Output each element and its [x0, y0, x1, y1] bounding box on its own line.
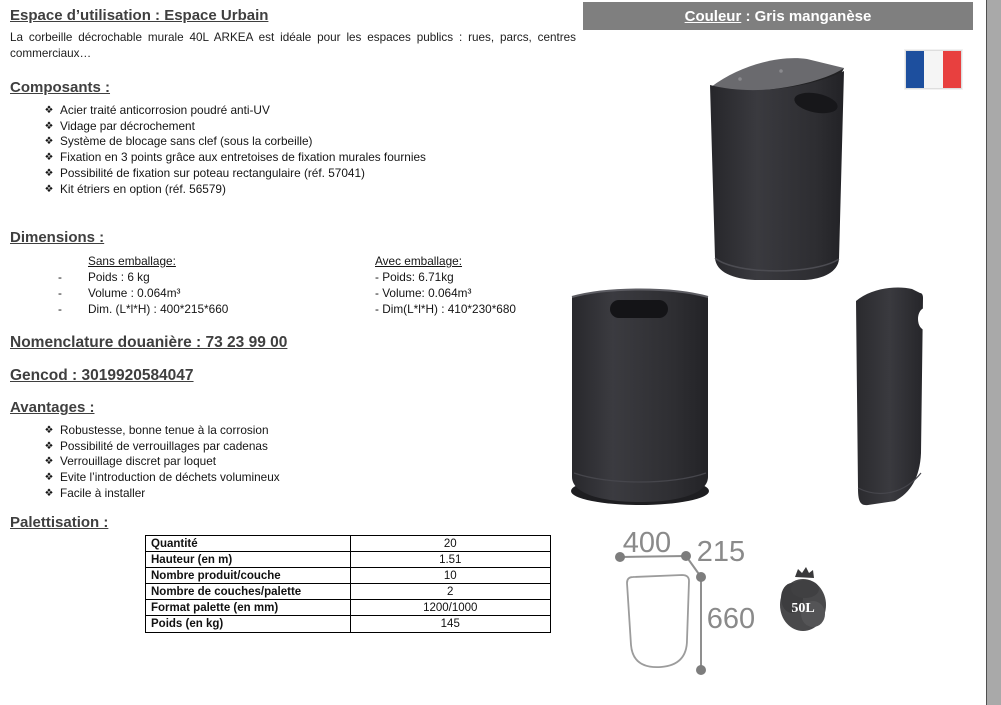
dim-item-label: Volume : 0.064m³ [88, 285, 181, 300]
list-item [38, 166, 568, 182]
list-item [38, 150, 568, 166]
palettisation-heading: Palettisation : [10, 514, 109, 531]
list-item-label: Verrouillage discret par loquet [60, 454, 217, 469]
avantages-list [38, 423, 568, 502]
dimension-diagram [605, 525, 780, 680]
color-banner-label: Couleur [684, 7, 742, 25]
column-title: Avec emballage: [375, 254, 463, 268]
dimensions-with-packaging [375, 254, 585, 318]
product-photo-perspective-view [705, 53, 850, 281]
list-item [38, 134, 568, 150]
dim-item [55, 302, 355, 318]
diamond-bullet-icon: ❖ [44, 440, 54, 452]
color-banner-separator: : [741, 7, 755, 25]
list-item-label: Acier traité anticorrosion poudré anti-UV [60, 103, 270, 117]
row-value: 2 [350, 584, 550, 600]
row-value: 10 [350, 568, 550, 584]
dash-marker: - [58, 285, 62, 300]
french-flag-icon [905, 50, 962, 89]
diamond-bullet-icon: ❖ [44, 136, 54, 148]
list-item [38, 439, 568, 455]
table-row [146, 568, 551, 584]
list-item-label: Système de blocage sans clef (sous la corbeille) [60, 134, 313, 149]
list-item [38, 182, 568, 198]
bag-capacity-label: 50L [791, 601, 815, 616]
diamond-bullet-icon: ❖ [44, 456, 54, 468]
diamond-bullet-icon: ❖ [44, 120, 54, 132]
row-value: 1.51 [350, 552, 550, 568]
list-item-label: Possibilité de fixation sur poteau rectangulaire (réf. 57041) [60, 165, 365, 180]
flag-white-stripe [924, 51, 942, 88]
color-banner [583, 2, 973, 30]
row-value: 20 [350, 536, 550, 552]
palettisation-table [145, 535, 551, 633]
dash-marker: - [58, 269, 62, 284]
table-row [146, 600, 551, 616]
dim-item: - Volume: 0.064m³ [375, 285, 472, 300]
row-value: 145 [350, 616, 550, 632]
nomenclature-heading: Nomenclature douanière : 73 23 99 00 [10, 334, 288, 351]
list-item-label: Vidage par décrochement [60, 118, 195, 133]
depth-dimension-label: 215 [696, 536, 746, 568]
dim-item [55, 286, 355, 302]
dash-marker: - [58, 301, 62, 316]
table-row [146, 552, 551, 568]
list-item [38, 454, 568, 470]
product-photo-side-view [850, 283, 930, 509]
flag-red-stripe [943, 51, 961, 88]
list-item-label: Kit étriers en option (réf. 56579) [60, 181, 226, 196]
dim-item-label: Dim. (L*l*H) : 400*215*660 [88, 301, 229, 316]
intro-paragraph: La corbeille décrochable murale 40L ARKEA est idéale pour les espaces publics : rues, parcs, centres commerciaux… [10, 31, 576, 60]
diamond-bullet-icon: ❖ [44, 152, 54, 164]
gencod-heading: Gencod : 3019920584047 [10, 367, 194, 384]
diamond-bullet-icon: ❖ [44, 105, 54, 116]
page-edge-strip [986, 0, 1001, 705]
trash-bag-icon [778, 565, 828, 633]
width-dimension-label: 400 [622, 527, 672, 559]
height-dimension-label: 660 [706, 603, 756, 635]
table-row [146, 584, 551, 600]
dim-item: - Dim(L*l*H) : 410*230*680 [375, 301, 516, 316]
column-title: Sans emballage: [88, 254, 176, 268]
list-item-label: Robustesse, bonne tenue à la corrosion [60, 423, 269, 437]
composants-list [38, 103, 568, 197]
flag-blue-stripe [906, 51, 924, 88]
list-item [38, 423, 568, 439]
row-value: 1200/1000 [350, 600, 550, 616]
list-item [38, 486, 568, 502]
dim-item: - Poids: 6.71kg [375, 269, 454, 284]
list-item [38, 103, 568, 119]
product-photo-front-view [568, 281, 713, 511]
list-item-label: Facile à installer [60, 485, 146, 500]
diamond-bullet-icon: ❖ [44, 167, 54, 179]
list-item-label: Fixation en 3 points grâce aux entretoises de fixation murales fournies [60, 150, 426, 165]
table-row [146, 616, 551, 632]
avantages-heading: Avantages : [10, 399, 95, 416]
list-item-label: Possibilité de verrouillages par cadenas [60, 438, 268, 453]
diamond-bullet-icon: ❖ [44, 183, 54, 195]
column-title-row [55, 254, 355, 270]
dimensions-without-packaging [55, 254, 355, 318]
diamond-bullet-icon: ❖ [44, 472, 54, 484]
list-item [38, 470, 568, 486]
dimensions-heading: Dimensions : [10, 229, 105, 246]
dim-item-label: Poids : 6 kg [88, 269, 150, 284]
row-label: Poids (en kg) [146, 616, 351, 632]
color-banner-value: Gris manganèse [754, 7, 872, 25]
list-item-label: Evite l’introduction de déchets volumineux [60, 470, 280, 485]
diamond-bullet-icon: ❖ [44, 487, 54, 499]
usage-heading: Espace d’utilisation : Espace Urbain [10, 7, 269, 24]
diamond-bullet-icon: ❖ [44, 425, 54, 436]
composants-heading: Composants : [10, 79, 111, 96]
row-label: Nombre produit/couche [146, 568, 351, 584]
row-label: Format palette (en mm) [146, 600, 351, 616]
row-label: Hauteur (en m) [146, 552, 351, 568]
table-row [146, 536, 551, 552]
bin-outline [627, 575, 689, 667]
row-label: Nombre de couches/palette [146, 584, 351, 600]
list-item [38, 119, 568, 135]
dim-item [55, 270, 355, 286]
row-label: Quantité [146, 536, 351, 552]
